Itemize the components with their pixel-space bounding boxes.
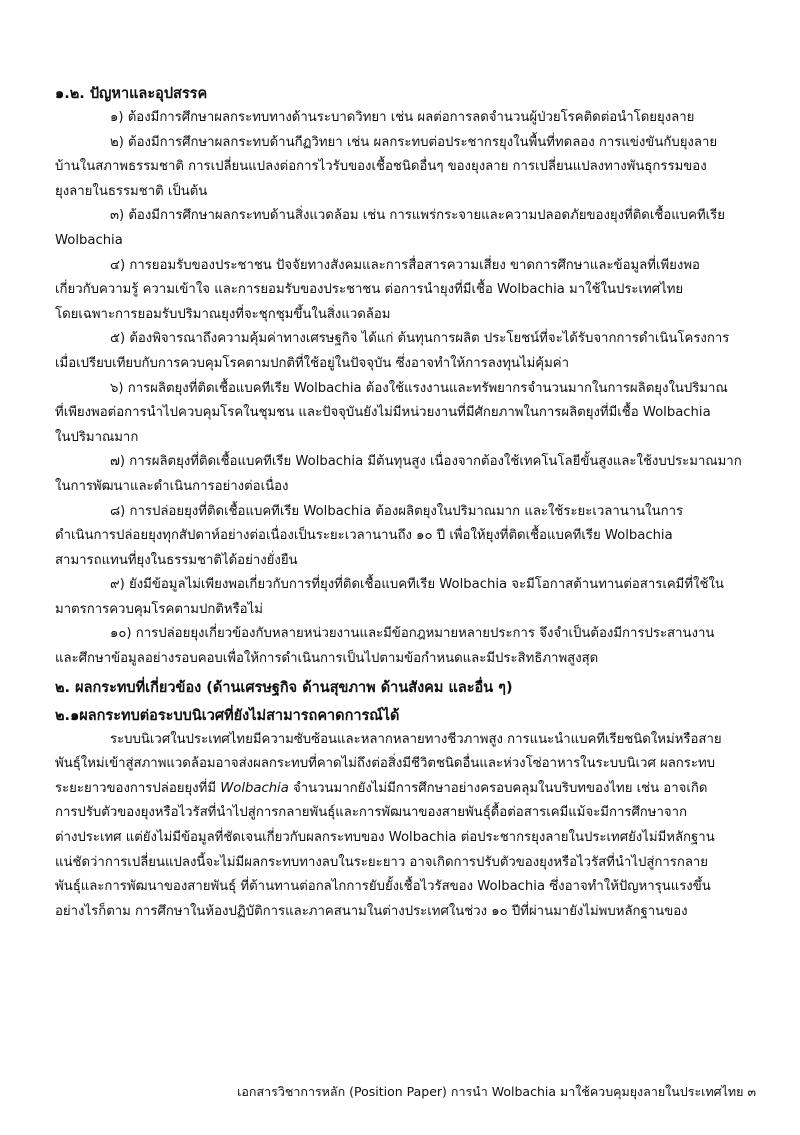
paragraph-line: ระยะยาวของการปล่อยยุงที่มี Wolbachia จำนวนมากยังไม่มีการศึกษาอย่างครอบคลุมในบริบทของไทย เช่น อาจเกิด (55, 780, 708, 796)
paragraph-line: พันธุ์ใหม่เข้าสู่สภาพแวดล้อมอาจส่งผลกระทบที่คาดไม่ถึงต่อสิ่งมีชีวิตชนิดอื่นและห่วงโซ่อาหารในระบบนิเวศ ผลกระทบ (55, 756, 716, 772)
section-2-1-heading: ๒.๑ผลกระทบต่อระบบนิเวศที่ยังไม่สามารถคาดการณ์ได้ (55, 707, 400, 724)
list-item-line: ยุงลายในธรรมชาติ เป็นต้น (55, 183, 208, 199)
list-item-line: มาตรการควบคุมโรคตามปกติหรือไม่ (55, 601, 263, 617)
list-item (55, 622, 761, 671)
list-item-line: ๙) ยังมีข้อมูลไม่เพียงพอเกี่ยวกับการที่ยุงที่ติดเชื้อแบคทีเรีย Wolbachia จะมีโอกาสต้านทานต่อสารเคมีที่ใช้ใน (110, 577, 724, 593)
list-item (55, 254, 761, 328)
list-item-line: ๗) การผลิตยุงที่ติดเชื้อแบคทีเรีย Wolbachia มีต้นทุนสูง เนื่องจากต้องใช้เทคโนโลยีขั้นสูงและใช้งบประมาณมาก (110, 454, 742, 470)
list-item-line: ๒) ต้องมีการศึกษาผลกระทบด้านกีฏวิทยา เช่น ผลกระทบต่อประชากรยุงในพื้นที่ทดลอง การแข่งขันกับยุงลาย (110, 134, 718, 150)
section-1-2-heading: ๑.๒. ปัญหาและอุปสรรค (55, 86, 208, 102)
list-item-line: ๔) การยอมรับของประชาชน ปัจจัยทางสังคมและการสื่อสารความเสี่ยง ขาดการศึกษาและข้อมูลที่เพียงพอ (110, 257, 700, 273)
list-item-line: ดำเนินการปล่อยยุงทุกสัปดาห์อย่างต่อเนื่องเป็นระยะเวลานานถึง ๑๐ ปี เพื่อให้ยุงที่ติดเชื้อแบคทีเรีย Wolbachia (55, 528, 673, 544)
list-item-line: ๖) การผลิตยุงที่ติดเชื้อแบคทีเรีย Wolbachia ต้องใช้แรงงานและทรัพยากรจำนวนมากในการผลิตยุงในปริมาณ (110, 380, 728, 396)
list-item-line: Wolbachia (55, 232, 123, 248)
list-item-line: ๑) ต้องมีการศึกษาผลกระทบทางด้านระบาดวิทยา เช่น ผลต่อการลดจำนวนผู้ป่วยโรคติดต่อนำโดยยุงลาย (110, 110, 695, 125)
list-item-line: บ้านในสภาพธรรมชาติ การเปลี่ยนแปลงต่อการไวรับของเชื้อชนิดอื่นๆ ของยุงลาย การเปลี่ยนแปลงทางพันธุกรรมของ (55, 159, 707, 175)
list-item (55, 450, 761, 499)
list-item (55, 204, 761, 253)
list-item (55, 573, 761, 622)
paragraph-line: อย่างไรก็ตาม การศึกษาในห้องปฏิบัติการและภาคสนามในต่างประเทศในช่วง ๑๐ ปีที่ผ่านมายังไม่พบหลักฐานของ (55, 903, 688, 919)
paragraph-line: แน่ชัดว่าการเปลี่ยนแปลงนี้จะไม่มีผลกระทบทางลบในระยะยาว อาจเกิดการปรับตัวของยุงหรือไวรัสที่นำไปสู่การกลาย (55, 854, 709, 870)
section-2-1-paragraph (55, 728, 761, 925)
list-item-line: โดยเฉพาะการยอมรับปริมาณยุงที่จะชุกชุมขึ้นในสิ่งแวดล้อม (55, 306, 391, 322)
document-page (55, 82, 761, 924)
list-item-line: และศึกษาข้อมูลอย่างรอบคอบเพื่อให้การดำเนินการเป็นไปตามข้อกำหนดและมีประสิทธิภาพสูงสุด (55, 651, 599, 667)
list-item-line: ๑๐) การปล่อยยุงเกี่ยวข้องกับหลายหน่วยงานและมีข้อกฎหมายหลายประการ จึงจำเป็นต้องมีการประสานงาน (110, 626, 715, 642)
list-item-line: เมื่อเปรียบเทียบกับการควบคุมโรคตามปกติที่ใช้อยู่ในปัจจุบัน ซึ่งอาจทำให้การลงทุนไม่คุ้มค่า (55, 355, 570, 371)
list-item (55, 327, 761, 376)
list-item (55, 500, 761, 574)
wolbachia-italic: Wolbachia (220, 780, 289, 796)
page-footer: เอกสารวิชาการหลัก (Position Paper) การนำ Wolbachia มาใช้ควบคุมยุงลายในประเทศไทย ๓ (237, 1084, 756, 1099)
paragraph-line: ต่างประเทศ แต่ยังไม่มีข้อมูลที่ชัดเจนเกี่ยวกับผลกระทบของ Wolbachia ต่อประชากรยุงลายในประเทศยังไม่มีหลักฐาน (55, 830, 715, 846)
problems-list (55, 106, 761, 672)
list-item-line: สามารถแทนที่ยุงในธรรมชาติได้อย่างยั่งยืน (55, 552, 298, 568)
list-item-line: ในการพัฒนาและดำเนินการอย่างต่อเนื่อง (55, 478, 289, 494)
section-2-heading: ๒. ผลกระทบที่เกี่ยวข้อง (ด้านเศรษฐกิจ ด้านสุขภาพ ด้านสังคม และอื่น ๆ) (55, 679, 513, 696)
list-item-line: ในปริมาณมาก (55, 429, 139, 445)
paragraph-line: การปรับตัวของยุงหรือไวรัสที่นำไปสู่การกลายพันธุ์และการพัฒนาของสายพันธุ์ดื้อต่อสารเคมีแม้จะมีการศึกษาจาก (55, 805, 688, 821)
paragraph-line: ระบบนิเวศในประเทศไทยมีความซับซ้อนและหลากหลายทางชีวภาพสูง การแนะนำแบคทีเรียชนิดใหม่หรือสาย (110, 731, 722, 747)
list-item (55, 377, 761, 451)
list-item-line: เกี่ยวกับความรู้ ความเข้าใจ และการยอมรับของประชาชน ต่อการนำยุงที่มีเชื้อ Wolbachia มาใช้ในประเทศไทย (55, 282, 684, 298)
list-item-line: ๘) การปล่อยยุงที่ติดเชื้อแบคทีเรีย Wolbachia ต้องผลิตยุงในปริมาณมาก และใช้ระยะเวลานานในการ (110, 503, 684, 519)
list-item-line: ๓) ต้องมีการศึกษาผลกระทบด้านสิ่งแวดล้อม เช่น การแพร่กระจายและความปลอดภัยของยุงที่ติดเชื้อแบคทีเรีย (110, 208, 725, 224)
list-item (55, 106, 761, 131)
paragraph-line: พันธุ์และการพัฒนาของสายพันธุ์ ที่ต้านทานต่อกลไกการยับยั้งเชื้อไวรัสของ Wolbachia ซึ่งอาจทำให้ปัญหารุนแรงขึ้น (55, 879, 711, 895)
list-item-line: ๕) ต้องพิจารณาถึงความคุ้มค่าทางเศรษฐกิจ ได้แก่ ต้นทุนการผลิต ประโยชน์ที่จะได้รับจากการดำเนินโครงการ (110, 331, 730, 347)
list-item (55, 131, 761, 205)
list-item-line: ที่เพียงพอต่อการนำไปควบคุมโรคในชุมชน และปัจจุบันยังไม่มีหน่วยงานที่มีศักยภาพในการผลิตยุงที่มีเชื้อ Wolbachia (55, 405, 711, 421)
